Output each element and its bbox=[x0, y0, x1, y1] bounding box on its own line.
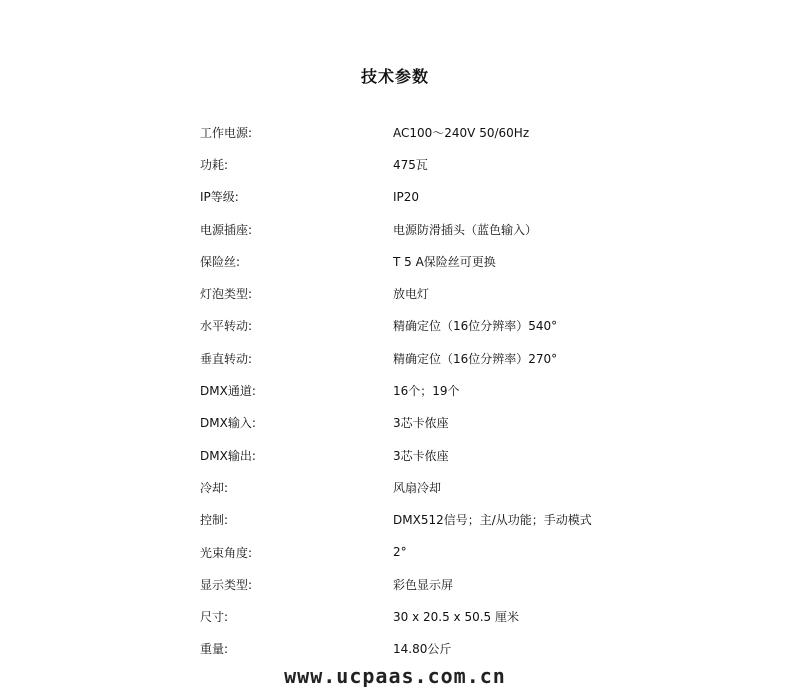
spec-row bbox=[200, 181, 620, 213]
spec-label: DMX通道: bbox=[200, 384, 256, 399]
spec-label: 尺寸: bbox=[200, 610, 229, 625]
spec-value: 14.80公斤 bbox=[393, 642, 452, 657]
spec-label: 光束角度: bbox=[200, 545, 253, 560]
spec-label: 灯泡类型: bbox=[200, 287, 253, 302]
spec-row bbox=[200, 342, 620, 374]
spec-row bbox=[200, 471, 620, 503]
spec-row bbox=[200, 116, 620, 148]
spec-row bbox=[200, 148, 620, 180]
spec-label: 工作电源: bbox=[200, 125, 253, 140]
spec-value: 电源防滑插头（蓝色输入） bbox=[393, 222, 538, 237]
spec-label: IP等级: bbox=[200, 190, 239, 205]
spec-table bbox=[200, 116, 620, 665]
spec-value: DMX512信号；主/从功能；手动模式 bbox=[393, 513, 592, 528]
spec-row bbox=[200, 213, 620, 245]
spec-row bbox=[200, 633, 620, 665]
spec-row bbox=[200, 600, 620, 632]
spec-value: 475瓦 bbox=[393, 157, 428, 172]
spec-row bbox=[200, 439, 620, 471]
spec-row bbox=[200, 310, 620, 342]
spec-value: 风扇冷却 bbox=[393, 480, 442, 495]
spec-value: 精确定位（16位分辨率）270° bbox=[393, 351, 558, 366]
spec-label: 功耗: bbox=[200, 157, 229, 172]
spec-row bbox=[200, 504, 620, 536]
spec-row bbox=[200, 568, 620, 600]
spec-row bbox=[200, 536, 620, 568]
spec-label: 重量: bbox=[200, 642, 229, 657]
spec-value: T 5 A保险丝可更换 bbox=[393, 254, 496, 269]
spec-row bbox=[200, 407, 620, 439]
spec-value: AC100～240V 50/60Hz bbox=[393, 125, 530, 140]
spec-label: 冷却: bbox=[200, 480, 229, 495]
spec-value: 放电灯 bbox=[393, 287, 430, 302]
spec-value: 3芯卡侬座 bbox=[393, 448, 449, 463]
spec-value: 30 x 20.5 x 50.5 厘米 bbox=[393, 610, 519, 625]
spec-label: DMX输入: bbox=[200, 416, 256, 431]
spec-value: 2° bbox=[393, 545, 407, 559]
page-title: 技术参数 bbox=[360, 67, 429, 86]
watermark-url: www.ucpaas.com.cn bbox=[284, 664, 506, 688]
spec-value: 3芯卡侬座 bbox=[393, 416, 449, 431]
spec-row bbox=[200, 277, 620, 309]
spec-value: 彩色显示屏 bbox=[393, 577, 454, 592]
spec-label: 控制: bbox=[200, 513, 229, 528]
spec-value: 16个；19个 bbox=[393, 384, 460, 399]
spec-label: 垂直转动: bbox=[200, 351, 253, 366]
spec-label: 保险丝: bbox=[200, 254, 241, 269]
spec-label: 显示类型: bbox=[200, 577, 253, 592]
spec-label: 电源插座: bbox=[200, 222, 253, 237]
spec-row bbox=[200, 374, 620, 406]
spec-value: 精确定位（16位分辨率）540° bbox=[393, 319, 558, 334]
spec-value: IP20 bbox=[393, 189, 420, 204]
spec-label: DMX输出: bbox=[200, 448, 256, 463]
spec-row bbox=[200, 245, 620, 277]
spec-label: 水平转动: bbox=[200, 319, 253, 334]
